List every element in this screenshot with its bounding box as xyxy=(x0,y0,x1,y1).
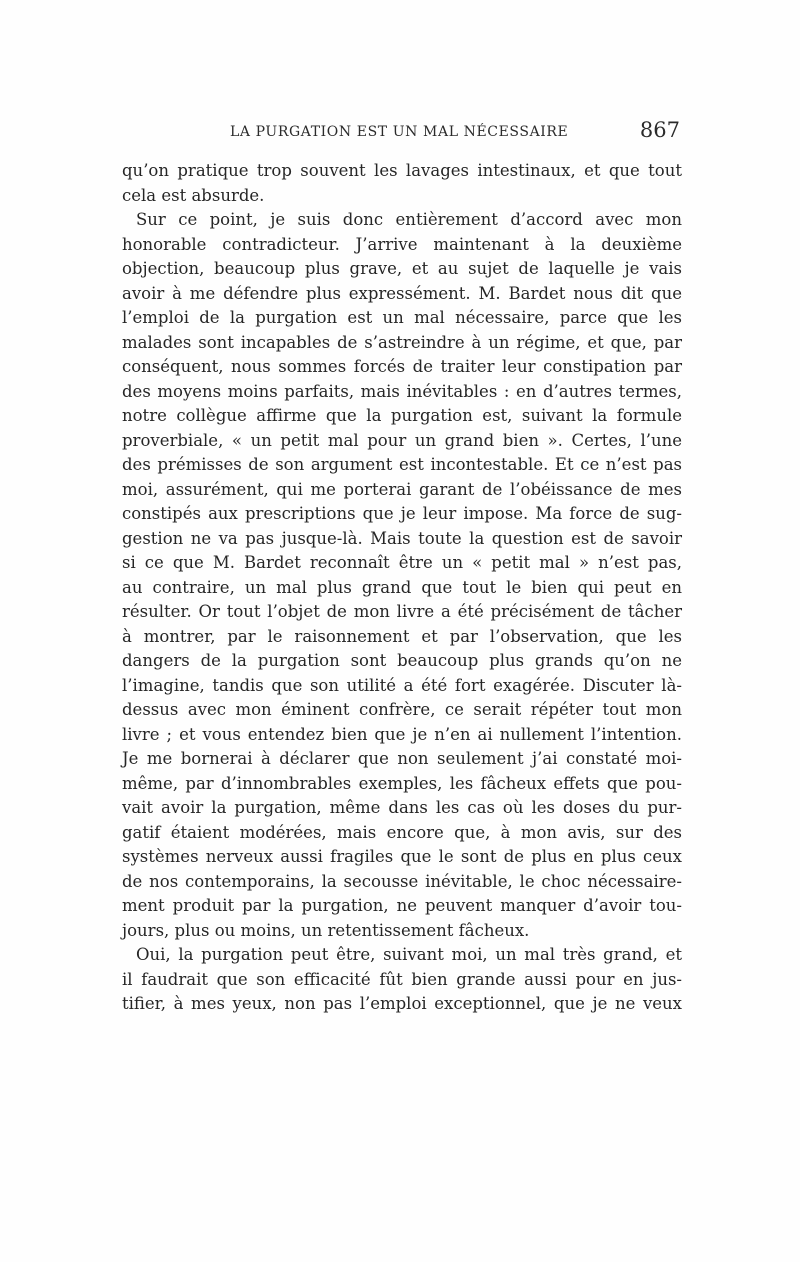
text-line: vait avoir la purgation, même dans les cas où les doses du pur- xyxy=(122,798,682,817)
text-line: avoir à me défendre plus expressément. M. Bardet nous dit que xyxy=(122,283,682,303)
text-line: Sur ce point, je suis donc entièrement d’accord avec mon xyxy=(136,210,682,229)
text-line: à montrer, par le raisonnement et par l’observation, que les xyxy=(122,626,682,646)
text-line: ment produit par la purgation, ne peuvent manquer d’avoir tou- xyxy=(122,896,682,915)
text-line: si ce que M. Bardet reconnaît être un « petit mal » n’est pas, xyxy=(122,553,682,572)
text-line: malades sont incapables de s’astreindre à un régime, et que, par xyxy=(122,332,682,352)
running-head xyxy=(122,118,682,148)
text-line: livre ; et vous entendez bien que je n’en ai nullement l’intention. xyxy=(122,724,682,744)
text-line: honorable contradicteur. J’arrive maintenant à la deuxième xyxy=(122,234,682,254)
text-line: constipés aux prescriptions que je leur impose. Ma force de sug- xyxy=(122,504,682,523)
text-line: des prémisses de son argument est incontestable. Et ce n’est pas xyxy=(122,455,682,474)
text-line: objection, beaucoup plus grave, et au sujet de laquelle je vais xyxy=(122,259,682,278)
text-line: systèmes nerveux aussi fragiles que le sont de plus en plus ceux xyxy=(122,847,682,866)
text-line: dangers de la purgation sont beaucoup plus grands qu’on ne xyxy=(122,651,682,670)
text-line: tifier, à mes yeux, non pas l’emploi exceptionnel, que je ne veux xyxy=(122,994,682,1013)
text-line: résulter. Or tout l’objet de mon livre a été précisément de tâcher xyxy=(122,602,682,621)
text-line: gatif étaient modérées, mais encore que, à mon avis, sur des xyxy=(122,822,682,842)
text-line: jours, plus ou moins, un retentissement fâcheux. xyxy=(122,920,530,940)
running-title: LA PURGATION EST UN MAL NÉCESSAIRE xyxy=(230,124,569,140)
text-line: l’imagine, tandis que son utilité a été fort exagérée. Discuter là- xyxy=(122,675,682,695)
text-line: Je me bornerai à déclarer que non seulement j’ai constaté moi- xyxy=(122,749,682,768)
text-line: proverbiale, « un petit mal pour un grand bien ». Certes, l’une xyxy=(122,430,682,450)
text-line: même, par d’innombrables exemples, les fâcheux effets que pou- xyxy=(122,773,682,793)
text-line: au contraire, un mal plus grand que tout le bien qui peut en xyxy=(122,577,682,597)
text-line: de nos contemporains, la secousse inévitable, le choc nécessaire- xyxy=(122,871,682,891)
text-line: il faudrait que son efficacité fût bien grande aussi pour en jus- xyxy=(122,969,682,989)
text-line: gestion ne va pas jusque-là. Mais toute la question est de savoir xyxy=(122,528,682,548)
text-line: l’emploi de la purgation est un mal nécessaire, parce que les xyxy=(122,308,682,327)
text-line: moi, assurément, qui me porterai garant de l’obéissance de mes xyxy=(122,479,682,499)
text-line: cela est absurde. xyxy=(122,185,265,205)
text-line: notre collègue affirme que la purgation est, suivant la formule xyxy=(122,406,682,425)
body-text xyxy=(122,159,682,1017)
page-number: 867 xyxy=(639,118,680,142)
text-line: conséquent, nous sommes forcés de traiter leur constipation par xyxy=(122,357,682,376)
text-line: dessus avec mon éminent confrère, ce serait répéter tout mon xyxy=(122,700,682,719)
text-line: qu’on pratique trop souvent les lavages intestinaux, et que tout xyxy=(122,161,682,180)
text-line: Oui, la purgation peut être, suivant moi, un mal très grand, et xyxy=(136,945,682,964)
text-line: des moyens moins parfaits, mais inévitables : en d’autres termes, xyxy=(122,381,682,401)
